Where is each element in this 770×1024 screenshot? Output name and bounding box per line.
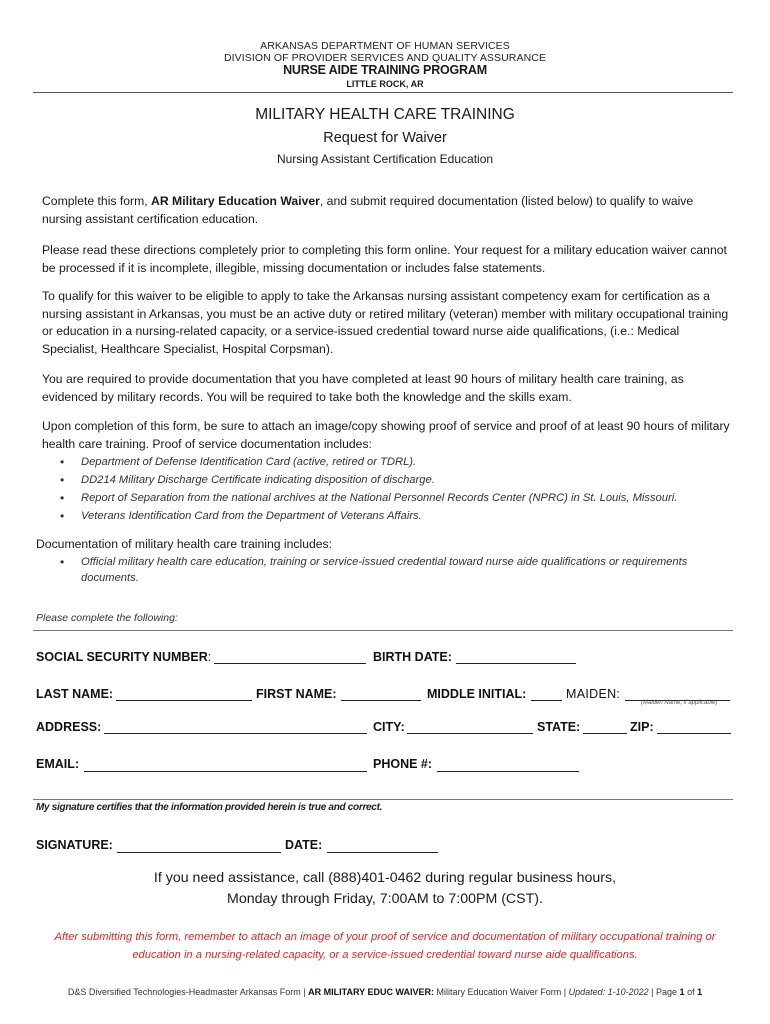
last-name-field[interactable] <box>116 700 252 701</box>
division-name: DIVISION OF PROVIDER SERVICES AND QUALITY ASSURANCE <box>223 52 547 64</box>
attachment-paragraph: Upon completion of this form, be sure to attach an image/copy showing proof of service and proof of at least 90 hours of military health care training. Proof of service documentation includes: <box>42 419 730 451</box>
city-label: CITY: <box>373 720 405 734</box>
zip-field[interactable] <box>657 733 731 734</box>
ssn-field[interactable] <box>214 663 366 664</box>
form-divider <box>33 630 733 631</box>
service-doc-text: Department of Defense Identification Card (active, retired or TDRL). <box>81 456 417 468</box>
service-doc-text: DD214 Military Discharge Certificate indicating disposition of discharge. <box>81 474 435 486</box>
eligibility-paragraph: To qualify for this waiver to be eligible to apply to take the Arkansas nursing assistant competency exam for certification as a nursing assistant in Arkansas, you must be an active duty or retired military (veteran) member with military occupational training or education in a nursing-related capacity, or a service-issued credential toward nurse aide qualifications, (i.e.: Medical Specialist, Healthcare Specialist, Hospital Corpsman). <box>42 289 729 356</box>
bullet-icon: • <box>60 491 65 505</box>
training-docs-heading: Documentation of military health care training includes: <box>36 537 333 551</box>
footer-page-of: of <box>687 987 695 997</box>
reminder-line-2: education in a nursing-related capacity, or a service-issued credential toward nurse aide qualifications. <box>132 949 638 961</box>
directions-paragraph: Please read these directions completely prior to completing this form online. Your request for a military education waiver cannot be processed if it is incomplete, illegible, missing documentation or includes false statements. <box>42 243 727 275</box>
form-subheading: Nursing Assistant Certification Education <box>276 152 494 166</box>
signature-field[interactable] <box>117 852 281 853</box>
service-doc-text: Report of Separation from the national archives at the National Personnel Records Center (NPRC) in St. Louis, Missouri. <box>81 492 678 504</box>
city-field[interactable] <box>407 733 533 734</box>
signature-label: SIGNATURE: <box>36 838 113 852</box>
date-label: DATE: <box>285 838 323 852</box>
birth-date-field[interactable] <box>456 663 576 664</box>
maiden-name-label: MAIDEN: <box>566 687 621 701</box>
assistance-line-1: If you need assistance, call (888)401-0462 during regular business hours, <box>153 870 617 886</box>
program-name: NURSE AIDE TRAINING PROGRAM <box>283 63 487 77</box>
bullet-icon: • <box>60 455 65 469</box>
intro-text: Complete this form, <box>42 194 152 208</box>
reminder-line-1: After submitting this form, remember to attach an image of your proof of service and documentation of military occupational training or <box>54 931 716 943</box>
footer-updated-date: Updated: 1-10-2022 <box>568 987 649 997</box>
maiden-name-hint: (Maiden Name, if applicable) <box>641 700 718 706</box>
program-city: LITTLE ROCK, AR <box>346 79 424 89</box>
state-field[interactable] <box>583 733 627 734</box>
footer-form-name: Military Education Waiver Form | <box>436 987 567 997</box>
bullet-icon: • <box>60 509 65 523</box>
state-label: STATE: <box>537 720 581 734</box>
ssn-label-colon: : <box>207 650 212 664</box>
intro-text: , and submit required documentation (listed below) to qualify to waive nursing assistant certification education. <box>42 194 694 226</box>
footer-page-number: 1 <box>679 987 685 997</box>
email-field[interactable] <box>84 771 367 772</box>
form-name-emphasis: AR Military Education Waiver <box>151 194 320 208</box>
service-doc-text: Veterans Identification Card from the Department of Veterans Affairs. <box>81 510 422 522</box>
ssn-label-text: SOCIAL SECURITY NUMBER <box>36 650 208 664</box>
middle-initial-field[interactable] <box>531 700 562 701</box>
signature-divider <box>33 799 733 800</box>
assistance-line-2: Monday through Friday, 7:00AM to 7:00PM (CST). <box>227 891 543 907</box>
address-field[interactable] <box>104 733 367 734</box>
agency-name: ARKANSAS DEPARTMENT OF HUMAN SERVICES <box>260 40 510 52</box>
intro-paragraph-1 <box>42 193 734 228</box>
birth-date-label: BIRTH DATE: <box>373 650 452 664</box>
training-doc-text: Official military health care education, training or service-issued credential toward nurse aide qualifications or requirements documents. <box>81 556 688 584</box>
phone-field[interactable] <box>437 771 579 772</box>
first-name-label: FIRST NAME: <box>256 687 337 701</box>
phone-label: PHONE #: <box>373 757 433 771</box>
page-footer <box>0 987 770 997</box>
hours-requirement-paragraph: You are required to provide documentation that you have completed at least 90 hours of military health care training, as evidenced by military records. You will be required to take both the knowledge and the skills exam. <box>42 372 684 404</box>
form-title: MILITARY HEALTH CARE TRAINING <box>255 106 515 123</box>
certification-statement: My signature certifies that the information provided herein is true and correct. <box>36 802 383 813</box>
bullet-icon: • <box>60 555 65 569</box>
form-subtitle: Request for Waiver <box>323 130 447 146</box>
bullet-icon: • <box>60 473 65 487</box>
footer-source: D&S Diversified Technologies-Headmaster Arkansas Form | <box>67 987 306 997</box>
footer-page-total: 1 <box>697 987 703 997</box>
last-name-label: LAST NAME: <box>36 687 114 701</box>
header-divider <box>33 92 733 93</box>
form-instruction: Please complete the following: <box>36 612 178 624</box>
email-label: EMAIL: <box>36 757 80 771</box>
address-label: ADDRESS: <box>36 720 102 734</box>
footer-page-prefix: | Page <box>651 987 678 997</box>
footer-form-code: AR MILITARY EDUC WAIVER: <box>308 987 435 997</box>
ssn-label <box>36 650 211 664</box>
zip-label: ZIP: <box>630 720 654 734</box>
date-field[interactable] <box>327 852 438 853</box>
middle-initial-label: MIDDLE INITIAL: <box>427 687 527 701</box>
first-name-field[interactable] <box>341 700 421 701</box>
